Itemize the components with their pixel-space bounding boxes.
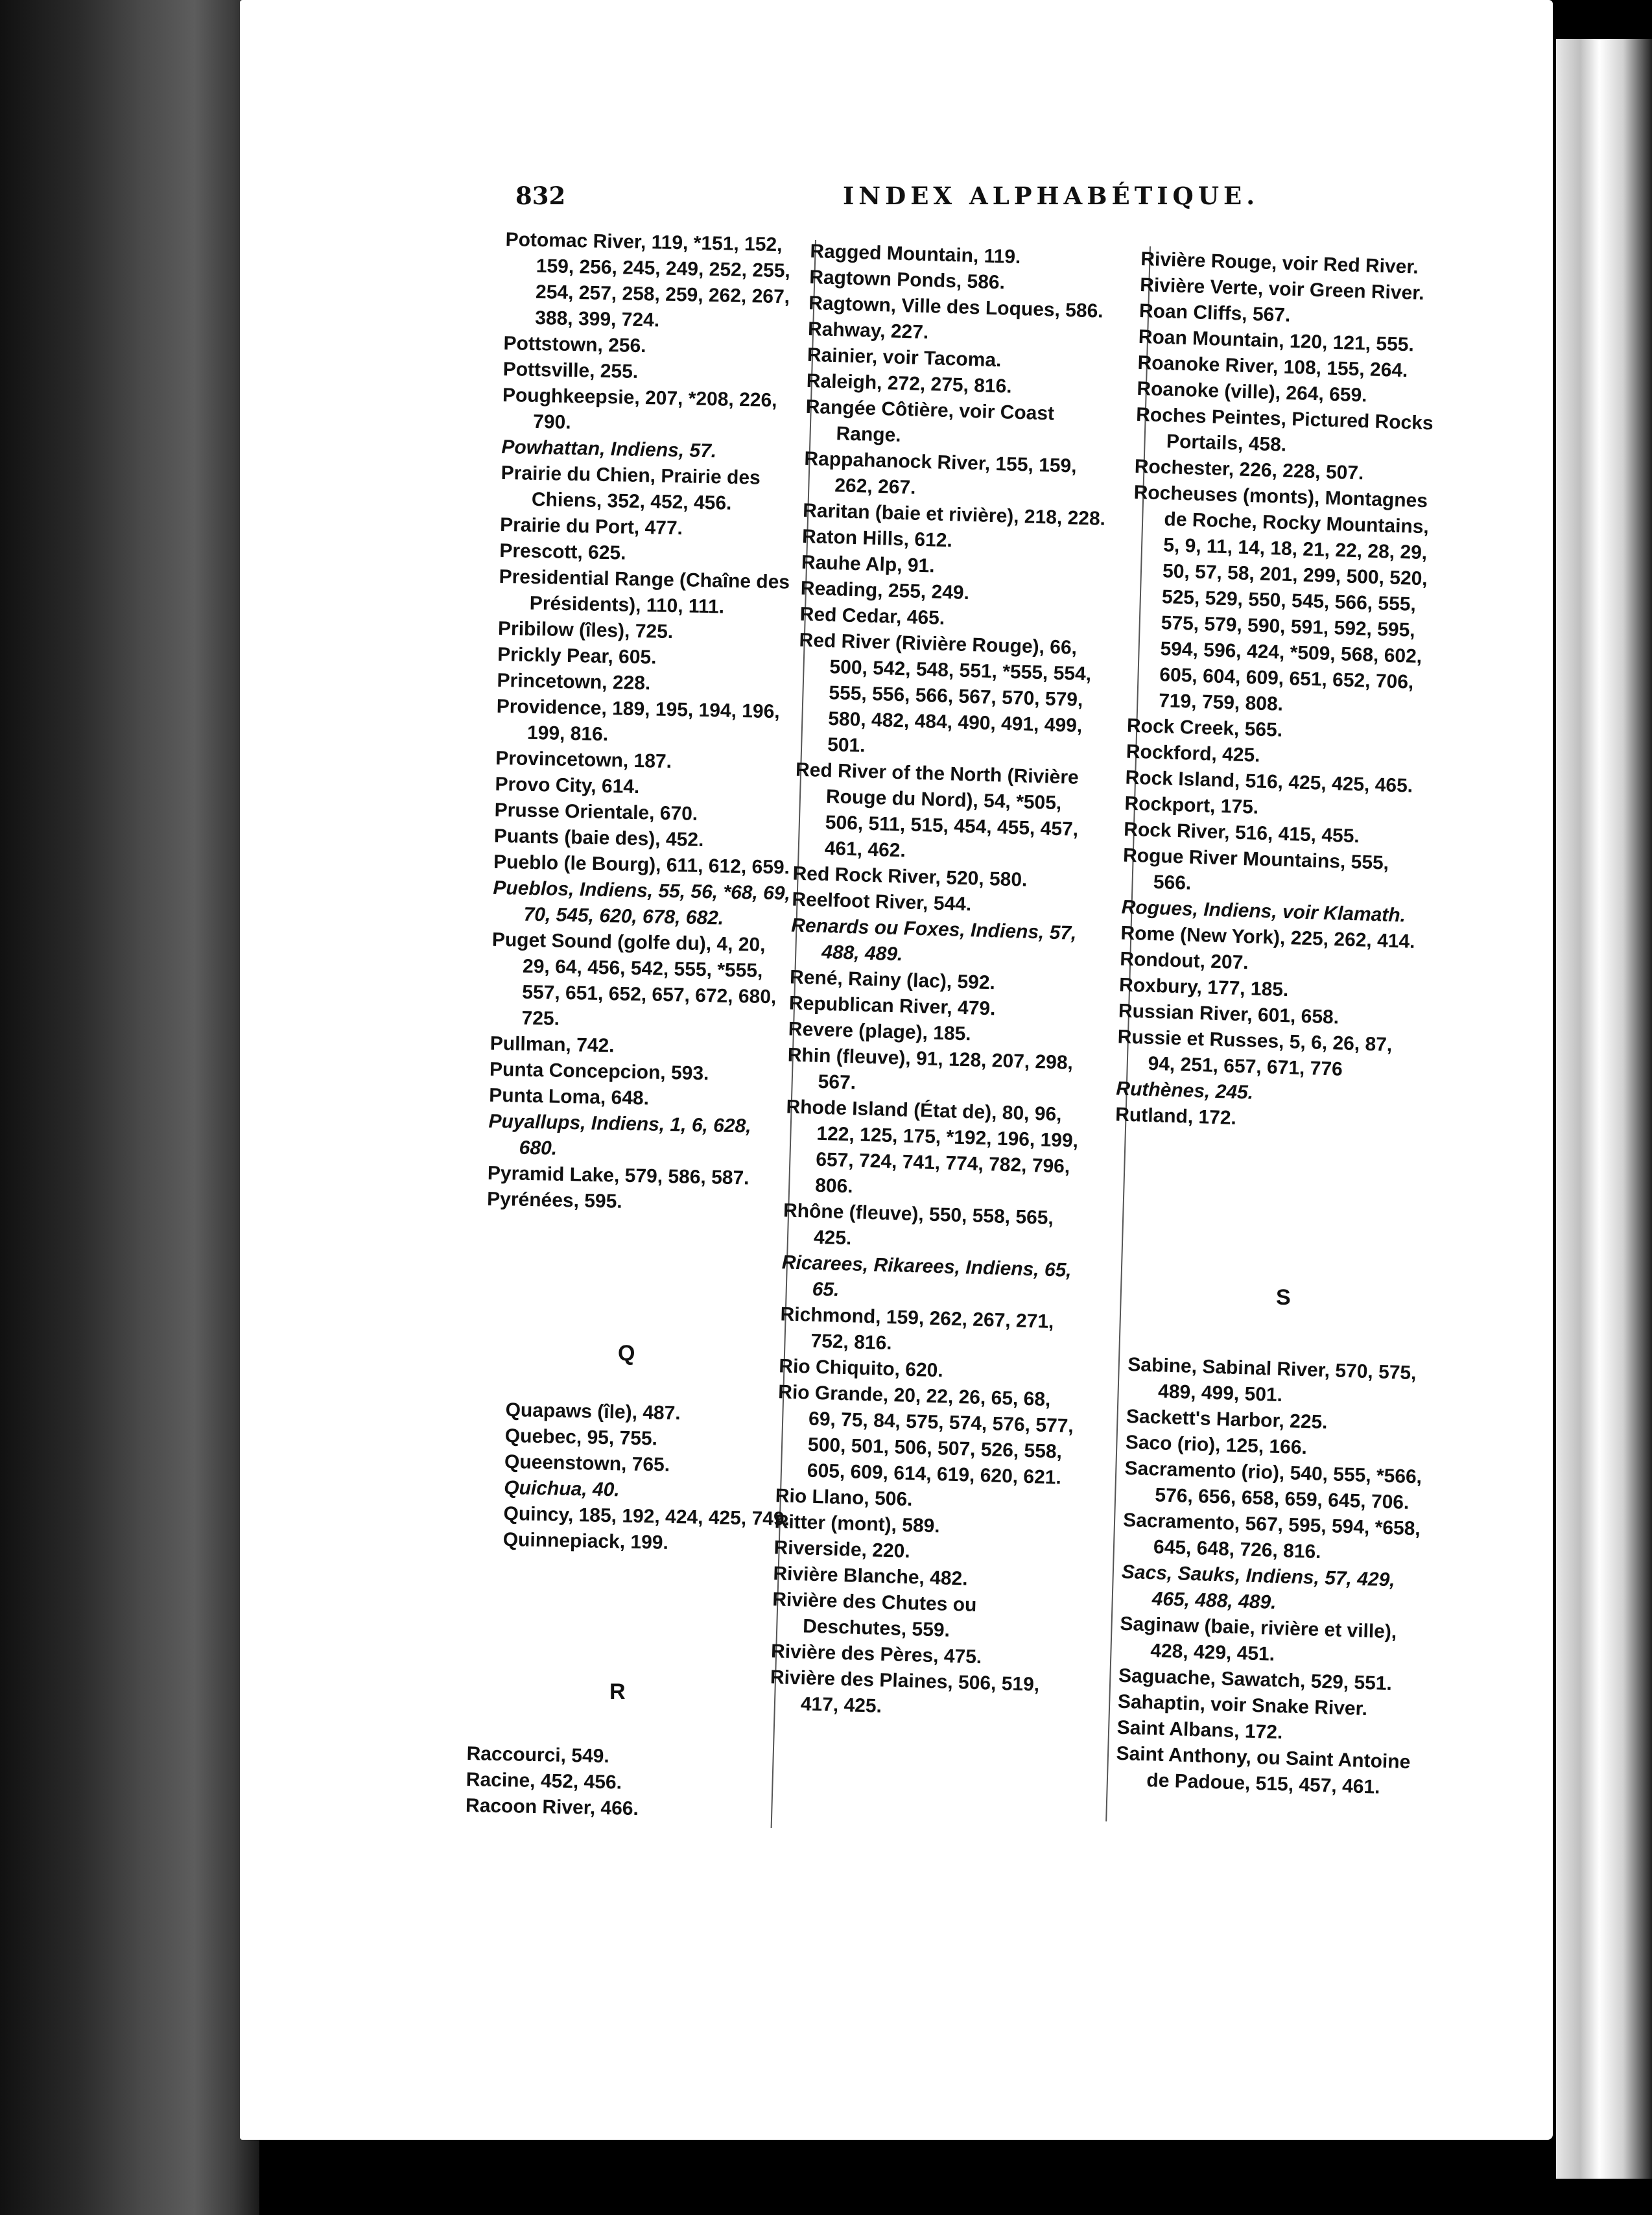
index-entry: Saguache, Sawatch, 529, 551.: [1118, 1664, 1393, 1695]
index-entry: Rio Chiquito, 620.: [778, 1355, 944, 1382]
index-entry: Roxbury, 177, 185.: [1118, 974, 1289, 1001]
index-entry: Providence, 189, 195, 194, 196, 199, 816.: [496, 695, 781, 746]
index-entry: René, Rainy (lac), 592.: [789, 966, 996, 994]
index-entry: Sackett's Harbor, 225.: [1126, 1405, 1328, 1434]
index-entry: Sahaptin, voir Snake River.: [1117, 1690, 1368, 1720]
index-entry: Rivière Rouge, voir Red River.: [1140, 248, 1419, 278]
index-entry: Roanoke River, 108, 155, 264.: [1137, 351, 1408, 382]
section-letter-r: R: [609, 1679, 626, 1704]
index-entry: Pueblo (le Bourg), 611, 612, 659.: [493, 851, 790, 879]
index-entry: Raritan (baie et rivière), 218, 228.: [802, 499, 1106, 530]
index-entry: Prairie du Chien, Prairie des Chiens, 352, 452, 456.: [501, 462, 761, 514]
index-entry: Rock Creek, 565.: [1126, 715, 1283, 741]
index-entry: Pribilow (îles), 725.: [497, 617, 674, 643]
section-letter-q: Q: [618, 1341, 635, 1366]
index-entry: Prescott, 625.: [499, 539, 626, 564]
index-entry: Rhin (fleuve), 91, 128, 207, 298, 567.: [787, 1044, 1074, 1094]
index-entry: Roches Peintes, Pictured Rocks Portails, 458.: [1135, 403, 1434, 456]
index-entry: Pottsville, 255.: [502, 358, 639, 383]
index-entry: Rivière Verte, voir Green River.: [1139, 274, 1425, 304]
index-entry: Ricarees, Rikarees, Indiens, 65, 65.: [781, 1251, 1072, 1301]
index-column-1-q: [502, 1397, 810, 1559]
index-entry: Russie et Russes, 5, 6, 26, 87, 94, 251, 657, 671, 776: [1117, 1026, 1393, 1080]
index-column-3: [1115, 246, 1446, 1137]
index-entry: Saginaw (baie, rivière et ville), 428, 429, 451.: [1120, 1613, 1397, 1665]
index-entry: Rainier, voir Tacoma.: [807, 344, 1002, 372]
page-number: 832: [515, 182, 566, 210]
index-entry: Reelfoot River, 544.: [792, 888, 972, 916]
index-entry: Riverside, 220.: [773, 1537, 911, 1563]
index-entry: Presidential Range (Chaîne des Présidents), 110, 111.: [499, 565, 790, 618]
index-entry: Provo City, 614.: [495, 773, 640, 798]
index-entry: Republican River, 479.: [788, 992, 996, 1020]
index-entry: Ruthènes, 245.: [1115, 1078, 1254, 1104]
index-entry: Quichua, 40.: [504, 1476, 620, 1501]
index-column-1: [487, 227, 810, 1218]
next-page-edge: [1556, 39, 1652, 2179]
index-entry: Rome (New York), 225, 262, 414.: [1120, 922, 1415, 953]
index-entry: Rock River, 516, 415, 455.: [1123, 818, 1360, 847]
index-entry: Sacramento, 567, 595, 594, *658, 645, 648, 726, 816.: [1122, 1509, 1421, 1563]
index-entry: Rangée Côtière, voir Coast Range.: [805, 396, 1055, 447]
index-entry: Renards ou Foxes, Indiens, 57, 488, 489.: [790, 914, 1077, 965]
index-entry: Racine, 452, 456.: [466, 1768, 622, 1794]
index-entry: Pyrénées, 595.: [486, 1188, 622, 1213]
index-entry: Richmond, 159, 262, 267, 271, 752, 816.: [780, 1303, 1054, 1355]
index-entry: Powhattan, Indiens, 57.: [501, 436, 717, 462]
index-entry: Rock Island, 516, 425, 425, 465.: [1125, 766, 1413, 797]
index-entry: Revere (plage), 185.: [788, 1018, 972, 1045]
index-entry: Rio Grande, 20, 22, 26, 65, 68, 69, 75, 84, 575, 574, 576, 577, 500, 501, 506, 507, 526, 558, 605, 609, 614, 619, 620, 621.: [777, 1381, 1074, 1489]
index-entry: Pyramid Lake, 579, 586, 587.: [487, 1162, 749, 1189]
index-entry: Rogue River Mountains, 555, 566.: [1122, 844, 1389, 894]
index-entry: Pueblos, Indiens, 55, 56, *68, 69, 70, 545, 620, 678, 682.: [493, 877, 791, 929]
index-entry: Reading, 255, 249.: [800, 577, 970, 604]
index-entry: Sabine, Sabinal River, 570, 575, 489, 499, 501.: [1127, 1353, 1417, 1406]
index-entry: Rhode Island (État de), 80, 96, 122, 125, 175, *192, 196, 199, 657, 724, 741, 774, 782, 796, 806.: [786, 1096, 1079, 1198]
index-entry: Puyallups, Indiens, 1, 6, 628, 680.: [488, 1110, 751, 1159]
index-entry: Puants (baie des), 452.: [493, 825, 704, 851]
index-entry: Ragtown Ponds, 586.: [808, 266, 1006, 294]
index-entry: Rio Llano, 506.: [775, 1485, 913, 1511]
index-entry: Red Rock River, 520, 580.: [792, 862, 1028, 891]
index-entry: Prusse Orientale, 670.: [494, 799, 698, 825]
index-entry: Rappahanock River, 155, 159, 262, 267.: [804, 447, 1078, 499]
index-entry: Raton Hills, 612.: [801, 525, 953, 552]
index-entry: Rondout, 207.: [1119, 948, 1249, 974]
index-entry: Rivière des Chutes ou Deschutes, 559.: [772, 1589, 977, 1641]
index-entry: Rivière des Plaines, 506, 519, 417, 425.: [770, 1666, 1040, 1717]
index-entry: Rockport, 175.: [1124, 792, 1259, 818]
index-entry: Saco (rio), 125, 166.: [1125, 1431, 1308, 1459]
index-entry: Rutland, 172.: [1115, 1104, 1237, 1129]
index-entry: Racoon River, 466.: [465, 1794, 639, 1820]
index-entry: Poughkeepsie, 207, *208, 226, 790.: [502, 384, 777, 433]
index-entry: Pottstown, 256.: [503, 332, 646, 357]
index-entry: Rahway, 227.: [807, 318, 929, 344]
index-entry: Punta Concepcion, 593.: [489, 1058, 709, 1085]
index-entry: Sacramento (rio), 540, 555, *566, 576, 656, 658, 659, 645, 706.: [1124, 1457, 1422, 1513]
index-entry: Red River of the North (Rivière Rouge du Nord), 54, *505, 506, 511, 515, 454, 455, 457, 461, 462.: [795, 759, 1080, 862]
index-entry: Red Cedar, 465.: [799, 603, 945, 630]
index-entry: Prairie du Port, 477.: [499, 514, 683, 539]
index-entry: Saint Albans, 172.: [1116, 1716, 1283, 1744]
index-entry: Rhône (fleuve), 550, 558, 565, 425.: [783, 1200, 1054, 1250]
index-entry: Red River (Rivière Rouge), 66, 500, 542, 548, 551, *555, 554, 555, 556, 566, 567, 570, 579, 580, 482, 484, 490, 491, 499, 501.: [799, 629, 1092, 757]
index-entry: Queenstown, 765.: [504, 1451, 670, 1476]
index-entry: Roan Cliffs, 567.: [1139, 300, 1291, 326]
index-entry: Quebec, 95, 755.: [504, 1425, 658, 1450]
index-entry: Prickly Pear, 605.: [497, 643, 657, 669]
section-letter-s: S: [1276, 1285, 1291, 1310]
index-entry: Rivière des Pères, 475.: [770, 1641, 982, 1668]
index-entry: Ragged Mountain, 119.: [809, 240, 1021, 268]
index-entry: Potomac River, 119, *151, 152, 159, 256, 245, 249, 252, 255, 254, 257, 258, 259, 262, 267, 388, 399, 724.: [505, 228, 791, 331]
index-entry: Roanoke (ville), 264, 659.: [1136, 377, 1367, 407]
index-entry: Quinnepiack, 199.: [502, 1528, 669, 1554]
index-entry: Quapaws (île), 487.: [505, 1399, 681, 1425]
index-entry: Ragtown, Ville des Loques, 586.: [808, 292, 1104, 322]
index-column-2: [769, 239, 1115, 1725]
index-column-3-s: [1115, 1352, 1433, 1802]
index-entry: Rochester, 226, 228, 507.: [1134, 455, 1364, 484]
index-entry: Quincy, 185, 192, 424, 425, 749.: [503, 1502, 790, 1530]
index-entry: Rockford, 425.: [1126, 740, 1261, 766]
index-entry: Sacs, Sauks, Indiens, 57, 429, 465, 488, 489.: [1121, 1561, 1396, 1613]
index-entry: Roan Mountain, 120, 121, 555.: [1138, 326, 1415, 356]
index-entry: Provincetown, 187.: [495, 747, 672, 773]
index-entry: Russian River, 601, 658.: [1118, 1000, 1339, 1028]
book-binding-shadow: [0, 0, 259, 2215]
index-entry: Rocheuses (monts), Montagnes de Roche, Rocky Mountains, 5, 9, 11, 14, 18, 21, 22, 28, 29, 50, 57, 58, 201, 299, 500, 520, 525, 529, 550, 545, 566, 555, 575, 579, 590, 591, 592, 595, 594, 596, 424, *509, 568, 602, 605, 604, 609, 651, 652, 706, 719, 759, 808.: [1133, 481, 1430, 715]
index-entry: Raleigh, 272, 275, 816.: [806, 370, 1013, 397]
index-column-1-r: [466, 1741, 772, 1825]
index-entry: Rogues, Indiens, voir Klamath.: [1121, 896, 1406, 927]
index-entry: Ritter (mont), 589.: [774, 1511, 941, 1537]
index-entry: Princetown, 228.: [497, 669, 651, 694]
index-entry: Rivière Blanche, 482.: [773, 1563, 969, 1590]
index-entry: Puget Sound (golfe du), 4, 20, 29, 64, 456, 542, 555, *555, 557, 651, 652, 657, 672, 680, 725.: [491, 929, 777, 1030]
index-entry: Saint Anthony, ou Saint Antoine de Padoue, 515, 457, 461.: [1116, 1742, 1411, 1798]
running-title: INDEX ALPHABÉTIQUE.: [843, 182, 1260, 210]
index-entry: Punta Loma, 648.: [488, 1084, 650, 1109]
index-entry: Pullman, 742.: [490, 1032, 615, 1057]
index-entry: Raccourci, 549.: [466, 1742, 610, 1768]
index-entry: Rauhe Alp, 91.: [801, 551, 936, 577]
